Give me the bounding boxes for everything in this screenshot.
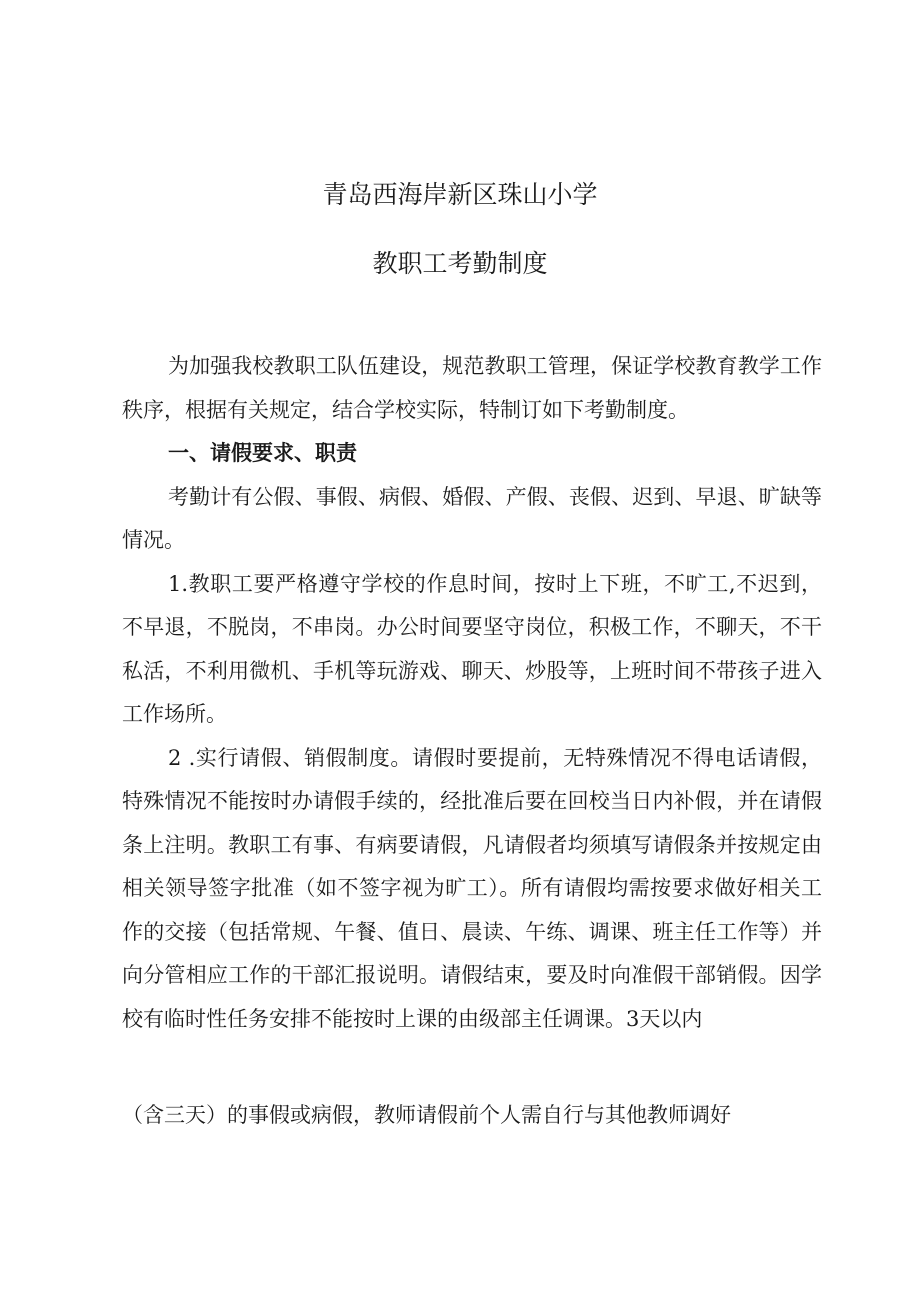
school-name-title: 青岛西海岸新区珠山小学: [322, 180, 598, 209]
intro-paragraph: 为加强我校教职工队伍建设，规范教职工管理，保证学校教育教学工作秩序，根据有关规定，结合学校实际，特制订如下考勤制度。: [122, 354, 822, 422]
document-body: [122, 345, 822, 1041]
rule-1-paragraph: 1.教职工要严格遵守学校的作息时间，按时上下班，不旷工,不迟到，不早退，不脱岗，不串岗。办公时间要坚守岗位，积极工作，不聊天，不干私活，不利用微机、手机等玩游戏、聊天、炒股等，上班时间不带孩子进入工作场所。: [122, 571, 822, 726]
rule-2-continuation: （含三天）的事假或病假，教师请假前个人需自行与其他教师调好: [122, 1103, 731, 1127]
attendance-types-paragraph: 考勤计有公假、事假、病假、婚假、产假、丧假、迟到、早退、旷缺等情况。: [122, 484, 822, 552]
document-title: 教职工考勤制度: [372, 249, 548, 278]
section-1-heading: 一、请假要求、职责: [168, 441, 357, 465]
rule-2-paragraph: 2 .实行请假、销假制度。请假时要提前，无特殊情况不得电话请假，特殊情况不能按时办请假手续的，经批准后要在回校当日内补假，并在请假条上注明。教职工有事、有病要请假，凡请假者均须填写请假条并按规定由相关领导签字批准（如不签字视为旷工）。所有请假均需按要求做好相关工作的交接（包括常规、午餐、值日、晨读、午练、调课、班主任工作等）并向分管相应工作的干部汇报说明。请假结束，要及时向准假干部销假。因学校有临时性任务安排不能按时上课的由级部主任调课。3天以内: [122, 745, 822, 1031]
